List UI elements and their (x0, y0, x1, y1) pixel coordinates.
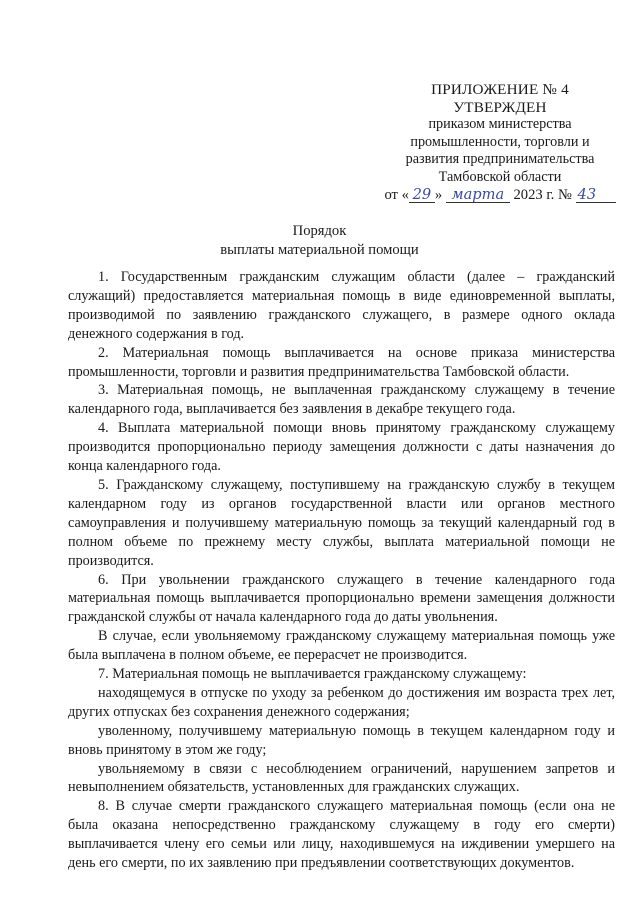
header-line: приказом министерства (428, 116, 572, 132)
paragraph: 7. Материальная помощь не выплачивается гражданскому служащему: (98, 666, 527, 683)
approved-label: УТВЕРЖДЕН (453, 98, 547, 116)
header-line: развития предпринимательства (405, 151, 595, 168)
title-line-2: выплаты материальной помощи (220, 241, 419, 258)
date-year: 2023 г. № (513, 187, 572, 204)
paragraph: 1. Государственным гражданским служащим области (далее – гражданский служащий) предоставляется материальная помощь в виде единовременной выплаты, производимой по заявлению гражданского служащего, в размере одного оклада денежного содержания в год. (68, 269, 615, 342)
paragraph: 4. Выплата материальной помощи вновь принятому гражданскому служащему производится пропорционально периоду замещения должности с даты назначения до конца календарного года. (68, 420, 615, 475)
appendix-label: ПРИЛОЖЕНИЕ № 4 (431, 81, 569, 98)
approval-header (380, 81, 620, 205)
order-date-row (380, 187, 620, 205)
header-line: промышленности, торговли и (410, 133, 590, 150)
paragraph: В случае, если увольняемому гражданскому служащему материальная помощь уже была выплачена в полном объеме, ее перерасчет не производится. (68, 628, 615, 664)
handwritten-day: 29 (409, 188, 435, 203)
paragraph: 6. При увольнении гражданского служащего в течение календарного года материальная помощь выплачивается пропорционально времени замещения должности гражданской службы от начала календарного года до даты увольнения. (68, 571, 615, 626)
handwritten-month: марта (446, 188, 510, 203)
paragraph: 5. Гражданскому служащему, поступившему на гражданскую службу в текущем календарном году из органов государственной власти или органов местного самоуправления и получившему материальную помощь за текущий календарный год в полном объеме по прежнему месту службы, выплата материальной помощи не производится. (68, 476, 615, 569)
paragraph: 3. Материальная помощь, не выплаченная гражданскому служащему в течение календарного года, выплачивается без заявления в декабре текущего года. (68, 382, 615, 418)
header-line: Тамбовской области (438, 168, 562, 185)
paragraph: уволенному, получившему материальную помощь в текущем календарном году и вновь принятому в этом же году; (68, 722, 615, 758)
paragraph: 2. Материальная помощь выплачивается на основе приказа министерства промышленности, торговли и развития предпринимательства Тамбовской области. (68, 344, 615, 380)
title-line-1: Порядок (292, 223, 347, 239)
document-body (68, 268, 615, 873)
date-mid: » (434, 187, 443, 204)
handwritten-order-number: 43 (576, 188, 616, 203)
paragraph: увольняемому в связи с несоблюдением ограничений, нарушением запретов и невыполнением обязательств, установленных для гражданских служащих. (68, 760, 615, 796)
paragraph: 8. В случае смерти гражданского служащего материальная помощь (если она не была оказана непосредственно гражданскому служащему в году его смерти) выплачивается члену его семьи или лицу, находившемуся на иждивении умершего на день его смерти, по их заявлению при предъявлении соответствующих документов. (68, 798, 615, 872)
paragraph: находящемуся в отпуске по уходу за ребенком до достижения им возраста трех лет, других отпусках без сохранения денежного содержания; (68, 684, 615, 720)
document-title (0, 222, 639, 259)
date-prefix: от « (384, 187, 409, 204)
